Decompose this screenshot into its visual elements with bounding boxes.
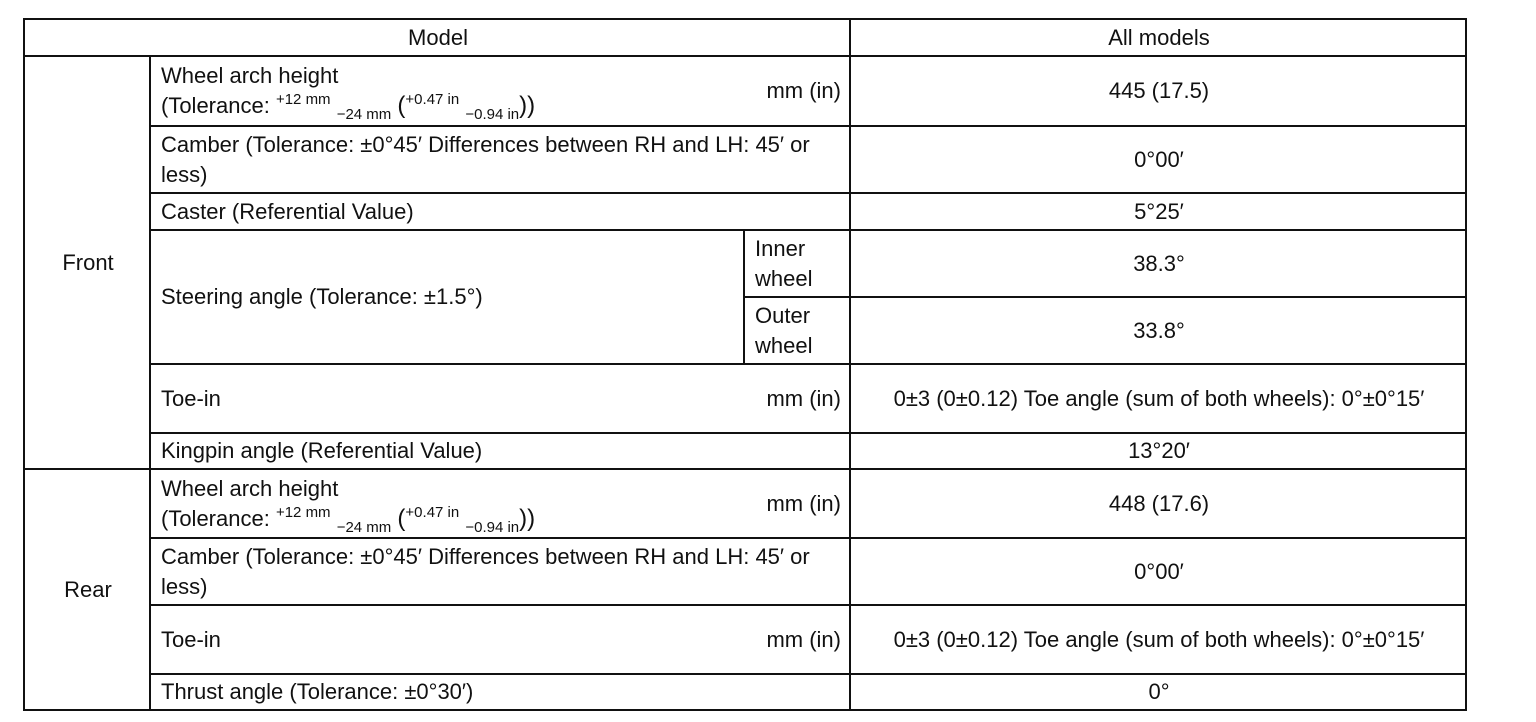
- table-row: [24, 193, 1466, 230]
- front-wheel-arch-tolerance: (Tolerance: $^{+12 mm}$ $_{-24 mm}$ ($^{+0.47 in}$ $_{-0.94 in}$)): [161, 91, 536, 123]
- front-camber-label: Camber (Tolerance: ±0°45′ Differences between RH and LH: 45′ or less): [150, 126, 850, 193]
- front-steering-inner-value: 38.3°: [850, 230, 1466, 297]
- rear-toe-cell: [150, 605, 850, 674]
- front-caster-value: 5°25′: [850, 193, 1466, 230]
- rear-thrust-label: Thrust angle (Tolerance: ±0°30′): [150, 674, 850, 710]
- table-row: [24, 674, 1466, 710]
- front-wheel-arch-title: Wheel arch height: [161, 63, 339, 88]
- table-row: [24, 56, 1466, 126]
- table-row: [24, 469, 1466, 538]
- header-all-models: All models: [850, 19, 1466, 56]
- front-wheel-arch-cell: [150, 56, 850, 126]
- front-wheel-arch-label: [161, 61, 535, 121]
- table-row: [24, 364, 1466, 433]
- rear-toe-unit: mm (in): [766, 626, 841, 652]
- header-row: [24, 19, 1466, 56]
- front-toe-unit: mm (in): [766, 385, 841, 411]
- front-wheel-arch-unit: mm (in): [766, 78, 841, 103]
- front-steering-inner-label: Inner wheel: [744, 230, 850, 297]
- front-kingpin-value: 13°20′: [850, 433, 1466, 469]
- rear-wheel-arch-label: [161, 474, 535, 534]
- front-wheel-arch-value: 445 (17.5): [850, 56, 1466, 126]
- rear-wheel-arch-title: Wheel arch height: [161, 475, 339, 501]
- table-row: [24, 538, 1466, 605]
- rear-camber-value: 0°00′: [850, 538, 1466, 605]
- front-toe-cell: [150, 364, 850, 433]
- rear-wheel-arch-value: 448 (17.6): [850, 469, 1466, 538]
- rear-camber-label: Camber (Tolerance: ±0°45′ Differences between RH and LH: 45′ or less): [150, 538, 850, 605]
- front-caster-label: Caster (Referential Value): [150, 193, 850, 230]
- rear-toe-value: 0±3 (0±0.12) Toe angle (sum of both wheels): 0°±0°15′: [850, 605, 1466, 674]
- front-steering-outer-label: Outer wheel: [744, 297, 850, 364]
- front-toe-value: 0±3 (0±0.12) Toe angle (sum of both wheels): 0°±0°15′: [850, 364, 1466, 433]
- rear-wheel-arch-unit: mm (in): [766, 490, 841, 516]
- table-row: [24, 126, 1466, 193]
- table-row: [24, 433, 1466, 469]
- front-steering-label: Steering angle (Tolerance: ±1.5°): [150, 230, 744, 364]
- group-front-label: Front: [24, 56, 150, 469]
- alignment-spec-table: [23, 18, 1467, 711]
- group-rear-label: Rear: [24, 469, 150, 710]
- rear-wheel-arch-cell: [150, 469, 850, 538]
- table-row: [24, 605, 1466, 674]
- front-kingpin-label: Kingpin angle (Referential Value): [150, 433, 850, 469]
- header-model: Model: [24, 19, 850, 56]
- table-row: [24, 230, 1466, 297]
- front-toe-label: Toe-in: [161, 385, 221, 411]
- front-steering-outer-value: 33.8°: [850, 297, 1466, 364]
- rear-toe-label: Toe-in: [161, 626, 221, 652]
- rear-thrust-value: 0°: [850, 674, 1466, 710]
- front-camber-value: 0°00′: [850, 126, 1466, 193]
- rear-wheel-arch-tolerance: (Tolerance: $^{+12 mm}$ $_{-24 mm}$ ($^{+0.47 in}$ $_{-0.94 in}$)): [161, 503, 536, 536]
